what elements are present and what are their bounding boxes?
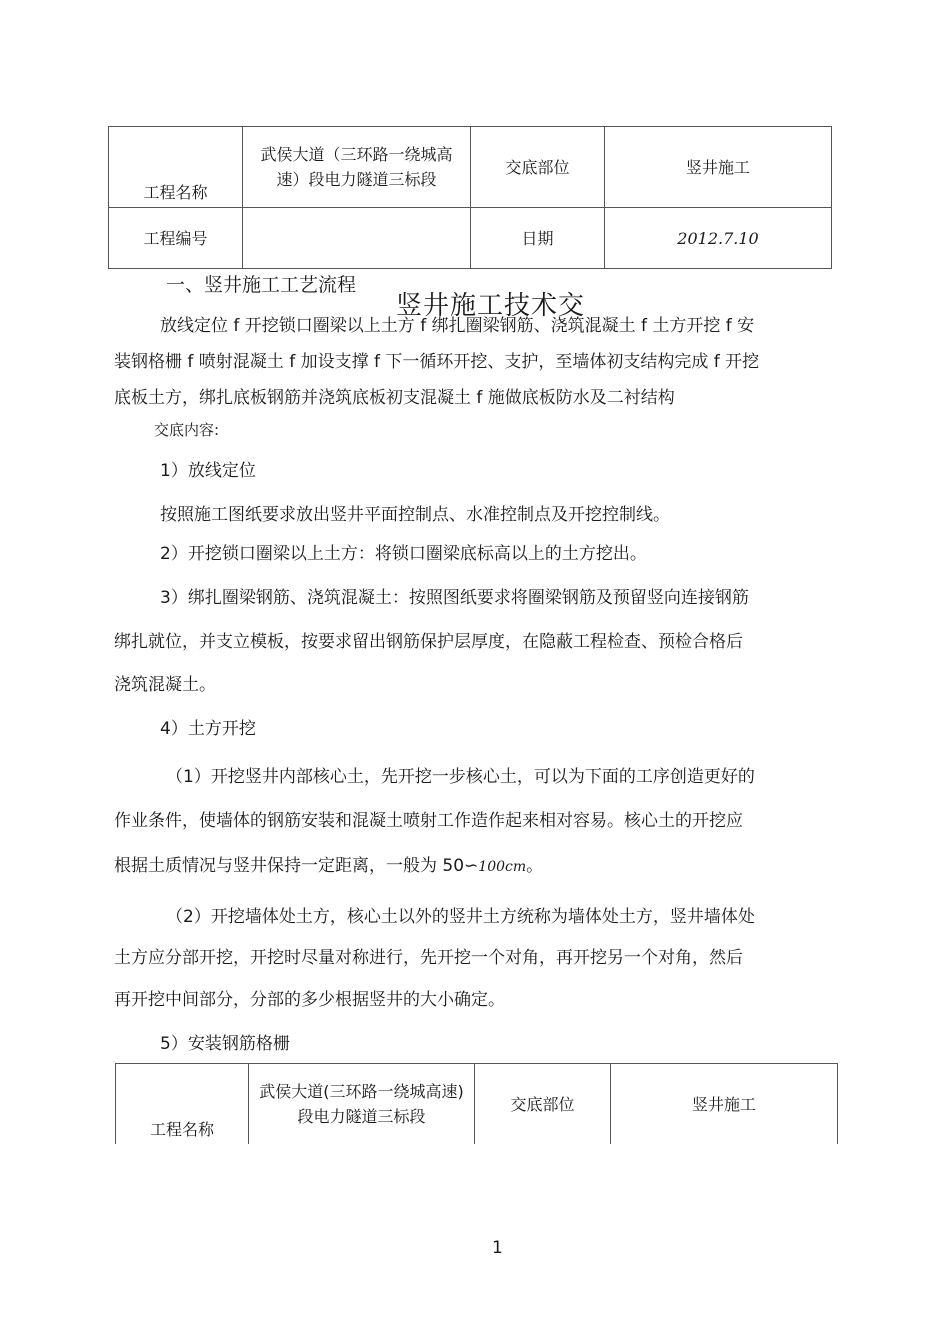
project-name-value: 武侯大道（三环路一绕城高速）段电力隧道三标段 — [243, 127, 471, 208]
table-row — [109, 208, 832, 269]
table-row — [116, 1064, 838, 1145]
item-1-body: 按照施工图纸要求放出竖井平面控制点、水准控制点及开挖控制线。 — [160, 505, 670, 525]
item-4-title: 4）土方开挖 — [160, 719, 256, 739]
content-label: 交底内容: — [154, 421, 220, 439]
item-2: 2）开挖锁口圈梁以上土方：将锁口圈梁底标高以上的土方挖出。 — [160, 544, 647, 564]
item-4-p2-line-1: （2）开挖墙体处土方，核心土以外的竖井土方统称为墙体处土方，竖井墙体处 — [166, 907, 755, 927]
page-number: 1 — [492, 1238, 503, 1258]
item-3-line-3: 浇筑混凝土。 — [114, 675, 216, 695]
project-name-label: 工程名称 — [109, 127, 243, 208]
item-4-p2-line-2: 土方应分部开挖，开挖时尽量对称进行，先开挖一个对角，再开挖另一个对角，然后 — [114, 948, 743, 968]
handover-part-label: 交底部位 — [471, 127, 605, 208]
project-no-value — [243, 208, 471, 269]
date-label: 日期 — [471, 208, 605, 269]
section-title: 一、竖井施工工艺流程 — [166, 274, 357, 296]
item-1-title: 1）放线定位 — [160, 461, 256, 481]
flow-line-2: 装钢格栅 f 喷射混凝土 f 加设支撑 f 下一循环开挖、支护，至墙体初支结构完成 f 开挖 — [114, 352, 760, 372]
item-4-p1-line-2: 作业条件，使墙体的钢筋安装和混凝土喷射工作造作起来相对容易。核心土的开挖应 — [114, 811, 743, 831]
handover-part-value: 竖井施工 — [611, 1064, 838, 1145]
item-3-line-2: 绑扎就位，并支立模板，按要求留出钢筋保护层厚度，在隐蔽工程检查、预检合格后 — [114, 632, 743, 652]
project-name-value: 武侯大道(三环路一绕城高速)段电力隧道三标段 — [249, 1064, 475, 1145]
flow-line-1: 放线定位 f 开挖锁口圈梁以上土方 f 绑扎圈梁钢筋、浇筑混凝土 f 土方开挖 f 安 — [160, 316, 755, 336]
item-3-line-1: 3）绑扎圈梁钢筋、浇筑混凝土：按照图纸要求将圈梁钢筋及预留竖向连接钢筋 — [160, 588, 749, 608]
flow-line-3: 底板土方，绑扎底板钢筋并浇筑底板初支混凝土 f 施做底板防水及二衬结构 — [114, 388, 675, 408]
project-no-label: 工程编号 — [109, 208, 243, 269]
handover-part-label: 交底部位 — [475, 1064, 611, 1145]
item-4-p1-line-3 — [114, 851, 543, 876]
table-row — [109, 127, 832, 208]
item-4-p1-line-3-unit: 100cm — [478, 859, 527, 875]
item-4-p1-line-3-end: 。 — [526, 856, 544, 876]
item-4-p2-line-3: 再开挖中间部分，分部的多少根据竖井的大小确定。 — [114, 990, 505, 1010]
item-4-p1-line-3-text: 根据土质情况与竖井保持一定距离，一般为 50∽ — [114, 856, 479, 876]
item-4-p1-line-1: （1）开挖竖井内部核心土，先开挖一步核心土，可以为下面的工序创造更好的 — [166, 767, 755, 787]
document-title: 竖井施工技术交 — [396, 291, 586, 321]
date-value: 2012.7.10 — [605, 208, 832, 269]
header-info-table — [108, 126, 832, 269]
item-5-title: 5）安装钢筋格栅 — [160, 1034, 290, 1054]
project-name-label: 工程名称 — [116, 1064, 249, 1145]
handover-part-value: 竖井施工 — [605, 127, 832, 208]
footer-info-table — [115, 1063, 838, 1144]
